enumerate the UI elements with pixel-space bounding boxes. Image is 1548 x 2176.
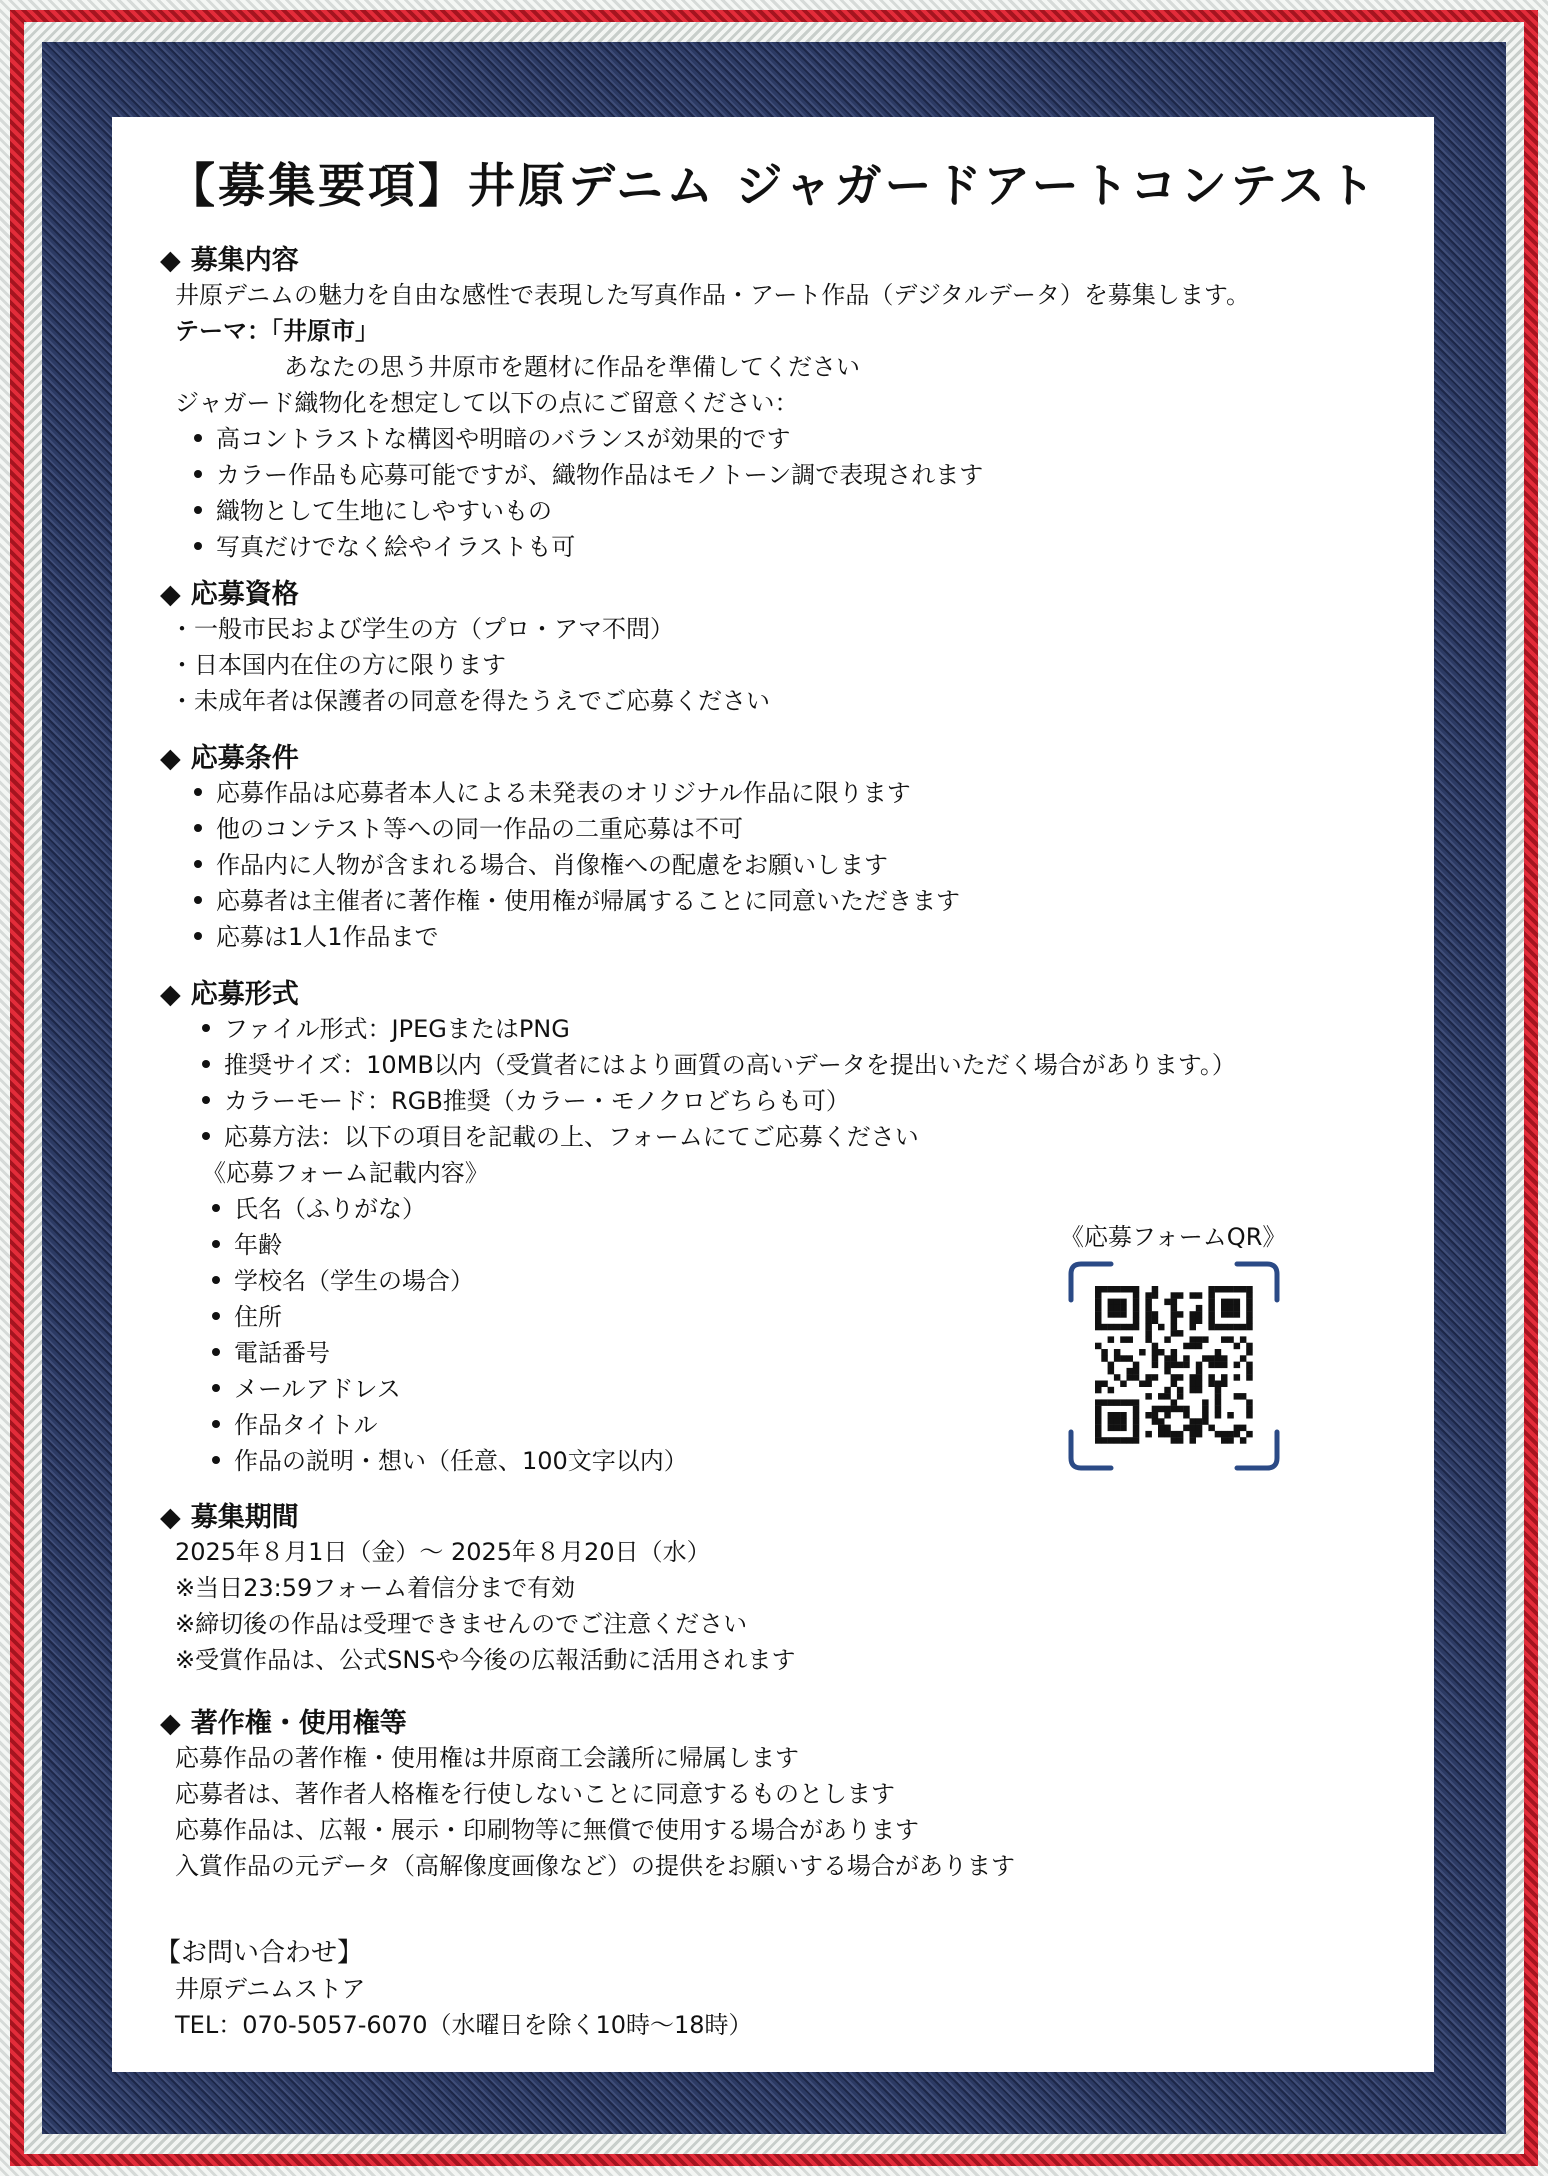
list-item: ファイル形式：JPEGまたはPNG xyxy=(202,1011,570,1047)
qr-label: 《応募フォームQR》 xyxy=(1060,1223,1287,1251)
list-item: 推奨サイズ：10MB以内（受賞者にはより画質の高いデータを提出いただく場合があります。） xyxy=(202,1047,1236,1083)
heading-text: 著作権・使用権等 xyxy=(190,1708,407,1739)
list-item: 年齢 xyxy=(212,1227,282,1263)
list-item: 織物として生地にしやすいもの xyxy=(194,493,552,529)
bullet-dot-icon xyxy=(202,1132,210,1140)
bullet-dot-icon xyxy=(212,1384,220,1392)
diamond-icon: ◆ xyxy=(160,979,181,1010)
copyright-line: 入賞作品の元データ（高解像度画像など）の提供をお願いする場合があります xyxy=(175,1852,1015,1880)
theme-label: テーマ：「井原市」 xyxy=(175,317,379,345)
copyright-line: 応募作品は、広報・展示・印刷物等に無償で使用する場合があります xyxy=(175,1816,919,1844)
list-item: 写真だけでなく絵やイラストも可 xyxy=(194,529,575,565)
diamond-icon: ◆ xyxy=(160,743,181,774)
qr-code-icon xyxy=(1067,1260,1281,1472)
bullet-dot-icon xyxy=(212,1276,220,1284)
list-item: 応募は1人1作品まで xyxy=(194,919,439,955)
document-content xyxy=(112,117,1434,2072)
bullet-dot-icon xyxy=(202,1096,210,1104)
section-heading-eligibility xyxy=(160,572,299,611)
period-line: ※受賞作品は、公式SNSや今後の広報活動に活用されます xyxy=(175,1646,796,1674)
section-heading-recruit xyxy=(160,238,299,277)
period-line: ※当日23:59フォーム着信分まで有効 xyxy=(175,1574,576,1602)
bullet-dot-icon xyxy=(194,896,202,904)
bullet-dot-icon xyxy=(202,1024,210,1032)
heading-text: 応募資格 xyxy=(190,579,299,610)
list-item: メールアドレス xyxy=(212,1371,401,1407)
period-line: ※締切後の作品は受理できませんのでご注意ください xyxy=(175,1610,748,1638)
bullet-dot-icon xyxy=(194,434,202,442)
eligibility-item: ・日本国内在住の方に限ります xyxy=(170,651,506,679)
list-item: 氏名（ふりがな） xyxy=(212,1191,426,1227)
bullet-dot-icon xyxy=(194,506,202,514)
contact-heading: 【お問い合わせ】 xyxy=(155,1938,364,1968)
diamond-icon: ◆ xyxy=(160,1708,181,1739)
list-item: 作品内に人物が含まれる場合、肖像権への配慮をお願いします xyxy=(194,847,888,883)
bullet-dot-icon xyxy=(194,788,202,796)
diamond-icon: ◆ xyxy=(160,579,181,610)
list-item: 応募方法：以下の項目を記載の上、フォームにてご応募ください xyxy=(202,1119,919,1155)
section-heading-period xyxy=(160,1495,299,1534)
list-item: 応募作品は応募者本人による未発表のオリジナル作品に限ります xyxy=(194,775,911,811)
period-line: 2025年８月1日（金）～ 2025年８月20日（水） xyxy=(175,1538,711,1566)
list-item: カラー作品も応募可能ですが、織物作品はモノトーン調で表現されます xyxy=(194,457,983,493)
contact-tel: TEL：070-5057-6070（水曜日を除く10時〜18時） xyxy=(175,2011,753,2039)
eligibility-item: ・未成年者は保護者の同意を得たうえでご応募ください xyxy=(170,687,770,715)
bullet-dot-icon xyxy=(202,1060,210,1068)
list-item: 住所 xyxy=(212,1299,282,1335)
heading-text: 応募形式 xyxy=(190,979,299,1010)
heading-text: 応募条件 xyxy=(190,743,299,774)
bullet-dot-icon xyxy=(212,1312,220,1320)
list-item: 作品タイトル xyxy=(212,1407,378,1443)
list-item: 高コントラストな構図や明暗のバランスが効果的です xyxy=(194,421,791,457)
application-form-qr-code[interactable] xyxy=(1067,1260,1281,1472)
section-heading-conditions xyxy=(160,736,299,775)
heading-text: 募集内容 xyxy=(190,245,299,276)
list-item: 応募者は主催者に著作権・使用権が帰属することに同意いただきます xyxy=(194,883,960,919)
bullet-dot-icon xyxy=(212,1348,220,1356)
copyright-line: 応募作品の著作権・使用権は井原商工会議所に帰属します xyxy=(175,1744,799,1772)
list-item: 他のコンテスト等への同一作品の二重応募は不可 xyxy=(194,811,743,847)
theme-description: あなたの思う井原市を題材に作品を準備してください xyxy=(284,353,860,381)
section-heading-format xyxy=(160,972,299,1011)
bullet-dot-icon xyxy=(212,1240,220,1248)
list-item: 電話番号 xyxy=(212,1335,330,1371)
contact-name: 井原デニムストア xyxy=(175,1975,366,2003)
diamond-icon: ◆ xyxy=(160,245,181,276)
section-heading-copyright xyxy=(160,1701,407,1740)
bullet-dot-icon xyxy=(194,824,202,832)
bullet-dot-icon xyxy=(194,932,202,940)
bullet-dot-icon xyxy=(194,470,202,478)
bullet-dot-icon xyxy=(194,542,202,550)
recruit-intro: 井原デニムの魅力を自由な感性で表現した写真作品・アート作品（デジタルデータ）を募集します。 xyxy=(175,281,1250,309)
bullet-dot-icon xyxy=(212,1204,220,1212)
list-item: カラーモード：RGB推奨（カラー・モノクロどちらも可） xyxy=(202,1083,850,1119)
copyright-line: 応募者は、著作者人格権を行使しないことに同意するものとします xyxy=(175,1780,895,1808)
list-item: 学校名（学生の場合） xyxy=(212,1263,474,1299)
eligibility-item: ・一般市民および学生の方（プロ・アマ不問） xyxy=(170,615,674,643)
bullet-dot-icon xyxy=(194,860,202,868)
bullet-dot-icon xyxy=(212,1456,220,1464)
list-item: 作品の説明・想い（任意、100文字以内） xyxy=(212,1443,688,1479)
form-contents-label: 《応募フォーム記載内容》 xyxy=(202,1159,489,1187)
diamond-icon: ◆ xyxy=(160,1502,181,1533)
page-title: 【募集要項】井原デニム ジャガードアートコンテスト xyxy=(168,159,1378,214)
bullet-dot-icon xyxy=(212,1420,220,1428)
jacquard-note: ジャガード織物化を想定して以下の点にご留意ください： xyxy=(175,389,799,417)
heading-text: 募集期間 xyxy=(190,1502,299,1533)
